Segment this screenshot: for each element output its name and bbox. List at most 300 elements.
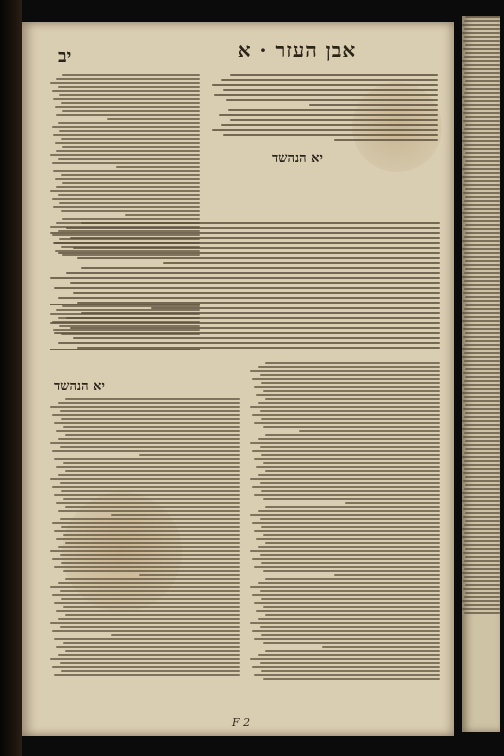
text-line (463, 544, 500, 546)
text-line (464, 496, 500, 498)
text-line (70, 327, 441, 329)
text-line (464, 64, 500, 66)
text-line (464, 604, 500, 606)
text-line (54, 638, 240, 640)
text-line (464, 164, 500, 166)
text-line (63, 462, 240, 464)
text-line (60, 518, 241, 520)
text-line (56, 114, 200, 116)
text-line (212, 129, 438, 131)
text-line (462, 420, 500, 422)
text-line (50, 82, 200, 84)
text-line (258, 474, 440, 476)
text-line (65, 578, 240, 580)
text-line (462, 312, 500, 314)
text-line (60, 590, 241, 592)
text-line (254, 674, 440, 676)
text-line (260, 482, 441, 484)
text-line (462, 276, 500, 278)
text-line (60, 410, 241, 412)
text-line (464, 244, 500, 246)
text-line (261, 490, 440, 492)
text-line (252, 414, 440, 416)
text-line (462, 132, 500, 134)
text-line (66, 317, 440, 319)
text-line (265, 362, 440, 364)
text-line (58, 342, 440, 344)
text-line (61, 102, 201, 104)
text-line (464, 316, 500, 318)
section-heading: יא הנהשד (54, 379, 105, 394)
text-line (58, 582, 240, 584)
text-line (62, 146, 200, 148)
text-line (56, 430, 240, 432)
text-line (464, 108, 500, 110)
main-text-column (212, 74, 438, 144)
text-line (261, 562, 440, 564)
text-line (464, 20, 500, 22)
text-line (56, 538, 240, 540)
text-line (464, 280, 500, 282)
text-line (62, 74, 200, 76)
text-line (463, 112, 500, 114)
text-line (116, 166, 200, 168)
text-line (464, 576, 500, 578)
text-line (464, 208, 500, 210)
text-line (465, 124, 500, 126)
text-line (254, 422, 440, 424)
text-line (252, 558, 440, 560)
text-line (252, 486, 440, 488)
book-page (22, 22, 454, 736)
text-line (250, 406, 440, 408)
text-line (465, 116, 500, 118)
text-line (464, 612, 500, 614)
text-line (63, 498, 240, 500)
text-line (58, 618, 240, 620)
text-line (223, 89, 438, 91)
text-line (58, 402, 240, 404)
text-line (463, 292, 500, 294)
text-line (464, 380, 500, 382)
text-line (60, 446, 241, 448)
text-line (465, 304, 500, 306)
text-line (464, 324, 500, 326)
text-line (263, 390, 440, 392)
text-line (50, 478, 240, 480)
text-line (52, 522, 240, 524)
text-line (463, 508, 500, 510)
text-line (464, 36, 500, 38)
text-line (226, 99, 438, 101)
text-line (261, 526, 440, 528)
text-line (61, 490, 240, 492)
text-line (462, 248, 500, 250)
text-line (254, 638, 440, 640)
text-line (54, 602, 240, 604)
text-line (465, 556, 500, 558)
text-line (322, 646, 440, 648)
text-line (462, 500, 500, 502)
text-line (462, 320, 500, 322)
text-line (59, 202, 200, 204)
text-line (52, 414, 240, 416)
text-line (81, 222, 440, 224)
text-line (462, 608, 500, 610)
text-line (228, 109, 438, 111)
text-line (63, 534, 240, 536)
text-line (465, 512, 500, 514)
text-line (261, 382, 440, 384)
text-line (463, 580, 500, 582)
text-line (463, 264, 500, 266)
text-line (250, 586, 440, 588)
text-line (465, 196, 500, 198)
text-line (265, 614, 440, 616)
text-line (465, 440, 500, 442)
text-line (77, 257, 440, 259)
text-line (463, 76, 500, 78)
text-line (61, 210, 201, 212)
text-line (111, 634, 240, 636)
text-line (464, 180, 500, 182)
text-line (464, 136, 500, 138)
text-line (107, 118, 200, 120)
text-line (230, 74, 438, 76)
text-line (52, 450, 240, 452)
text-line (256, 610, 440, 612)
text-line (463, 256, 500, 258)
text-line (139, 574, 240, 576)
text-line (260, 410, 441, 412)
text-line (260, 374, 441, 376)
middle-text-block (50, 222, 440, 352)
text-line (56, 150, 200, 152)
signature-mark: F 2 (232, 716, 251, 729)
text-line (252, 630, 440, 632)
text-line (464, 344, 500, 346)
text-line (462, 212, 500, 214)
text-line (464, 424, 500, 426)
text-line (265, 434, 440, 436)
text-line (56, 78, 200, 80)
text-line (73, 247, 440, 249)
section-heading: יא הנהשד (272, 151, 323, 166)
text-line (465, 88, 500, 90)
text-line (465, 232, 500, 234)
text-line (462, 456, 500, 458)
text-line (61, 562, 240, 564)
text-line (212, 84, 438, 86)
text-line (50, 442, 240, 444)
text-line (81, 267, 440, 269)
text-line (52, 666, 240, 668)
text-line (464, 432, 500, 434)
text-line (464, 596, 500, 598)
text-line (464, 452, 500, 454)
text-line (55, 178, 201, 180)
text-line (55, 106, 201, 108)
text-line (465, 520, 500, 522)
adjacent-page-edge (462, 16, 500, 732)
text-line (462, 104, 500, 106)
text-line (63, 570, 240, 572)
text-line (463, 588, 500, 590)
text-line (463, 40, 500, 42)
text-line (258, 366, 440, 368)
text-line (258, 546, 440, 548)
text-line (463, 436, 500, 438)
text-line (463, 552, 500, 554)
text-line (263, 678, 440, 680)
text-line (254, 386, 440, 388)
text-line (61, 526, 240, 528)
text-line (65, 650, 240, 652)
text-line (463, 364, 500, 366)
text-line (221, 124, 438, 126)
text-line (252, 450, 440, 452)
text-line (260, 662, 441, 664)
text-line (221, 79, 438, 81)
text-line (63, 426, 240, 428)
text-line (60, 662, 241, 664)
text-line (261, 670, 440, 672)
text-line (464, 352, 500, 354)
lower-commentary-right (250, 362, 440, 682)
text-line (65, 614, 240, 616)
text-line (58, 654, 240, 656)
text-line (58, 297, 440, 299)
text-line (464, 252, 500, 254)
text-line (56, 502, 240, 504)
text-line (53, 98, 200, 100)
text-line (61, 670, 240, 672)
text-line (60, 626, 241, 628)
text-line (263, 462, 440, 464)
text-line (462, 284, 500, 286)
text-line (462, 168, 500, 170)
text-line (53, 170, 200, 172)
text-line (261, 418, 440, 420)
text-line (465, 160, 500, 162)
text-line (50, 322, 440, 324)
text-line (465, 260, 500, 262)
text-line (464, 540, 500, 542)
text-line (465, 296, 500, 298)
text-line (261, 598, 440, 600)
text-line (464, 468, 500, 470)
text-line (261, 454, 440, 456)
text-line (465, 376, 500, 378)
text-line (462, 348, 500, 350)
text-line (250, 622, 440, 624)
text-line (61, 138, 201, 140)
text-line (252, 378, 440, 380)
text-line (462, 572, 500, 574)
text-line (58, 252, 440, 254)
text-line (65, 434, 240, 436)
text-line (250, 550, 440, 552)
text-line (463, 148, 500, 150)
text-line (214, 94, 438, 96)
text-line (465, 332, 500, 334)
text-line (258, 582, 440, 584)
text-line (54, 494, 240, 496)
text-line (464, 388, 500, 390)
text-line (260, 554, 441, 556)
text-line (462, 356, 500, 358)
text-line (464, 568, 500, 570)
text-line (52, 486, 240, 488)
text-line (219, 114, 438, 116)
text-line (60, 482, 241, 484)
text-line (59, 130, 200, 132)
text-line (465, 52, 500, 54)
text-line (77, 302, 440, 304)
text-line (52, 558, 240, 560)
text-line (464, 28, 500, 30)
text-line (70, 282, 441, 284)
text-line (463, 192, 500, 194)
text-line (462, 528, 500, 530)
text-line (263, 498, 440, 500)
text-line (125, 214, 200, 216)
text-line (58, 122, 201, 124)
text-line (54, 242, 440, 244)
text-line (463, 444, 500, 446)
text-line (52, 630, 240, 632)
text-line (464, 128, 500, 130)
text-line (258, 618, 440, 620)
text-line (58, 510, 240, 512)
text-line (464, 56, 500, 58)
text-line (54, 332, 440, 334)
text-line (464, 216, 500, 218)
text-line (56, 610, 240, 612)
text-line (54, 458, 240, 460)
text-line (263, 534, 440, 536)
text-line (59, 94, 200, 96)
text-line (258, 402, 440, 404)
text-line (263, 426, 440, 428)
text-line (258, 510, 440, 512)
text-line (52, 90, 201, 92)
text-line (50, 658, 240, 660)
text-line (463, 300, 500, 302)
text-line (464, 72, 500, 74)
text-line (465, 368, 500, 370)
text-line (465, 548, 500, 550)
text-line (62, 110, 200, 112)
text-line (54, 674, 240, 676)
text-line (54, 287, 440, 289)
text-line (50, 277, 440, 279)
text-line (254, 494, 440, 496)
book-binding (0, 0, 22, 756)
text-line (250, 370, 440, 372)
text-line (265, 578, 440, 580)
text-line (465, 404, 500, 406)
text-line (464, 460, 500, 462)
text-line (265, 398, 440, 400)
text-line (462, 536, 500, 538)
text-line (465, 268, 500, 270)
text-line (50, 406, 240, 408)
text-line (463, 516, 500, 518)
text-line (261, 634, 440, 636)
text-line (54, 422, 240, 424)
text-line (463, 228, 500, 230)
text-line (463, 120, 500, 122)
text-line (139, 454, 240, 456)
text-line (53, 134, 200, 136)
text-line (462, 96, 500, 98)
text-line (464, 236, 500, 238)
text-line (465, 152, 500, 154)
text-line (463, 184, 500, 186)
text-line (309, 104, 438, 106)
text-line (254, 602, 440, 604)
text-line (465, 188, 500, 190)
text-line (50, 190, 200, 192)
text-line (265, 506, 440, 508)
text-line (263, 570, 440, 572)
text-line (254, 530, 440, 532)
text-line (465, 44, 500, 46)
text-line (52, 198, 201, 200)
text-line (464, 272, 500, 274)
text-line (465, 592, 500, 594)
text-line (465, 584, 500, 586)
text-line (464, 532, 500, 534)
text-line (464, 524, 500, 526)
text-line (462, 600, 500, 602)
text-line (252, 594, 440, 596)
text-line (263, 606, 440, 608)
text-line (65, 470, 240, 472)
text-line (53, 206, 200, 208)
text-line (81, 312, 440, 314)
text-line (462, 60, 500, 62)
text-line (464, 560, 500, 562)
page-header (22, 32, 454, 67)
text-line (462, 384, 500, 386)
text-line (463, 328, 500, 330)
text-line (230, 119, 438, 121)
text-line (463, 220, 500, 222)
text-line (58, 438, 240, 440)
text-line (66, 227, 440, 229)
text-line (163, 262, 440, 264)
text-line (250, 658, 440, 660)
running-title: אבן העזר · א (237, 38, 357, 62)
text-line (464, 172, 500, 174)
text-line (462, 24, 500, 26)
text-line (52, 126, 201, 128)
text-line (63, 606, 240, 608)
text-line (464, 360, 500, 362)
text-line (463, 336, 500, 338)
text-line (465, 484, 500, 486)
text-line (60, 554, 241, 556)
text-line (62, 182, 200, 184)
text-line (256, 538, 440, 540)
text-line (462, 240, 500, 242)
text-line (250, 442, 440, 444)
text-line (260, 446, 441, 448)
text-line (463, 48, 500, 50)
text-line (260, 518, 441, 520)
